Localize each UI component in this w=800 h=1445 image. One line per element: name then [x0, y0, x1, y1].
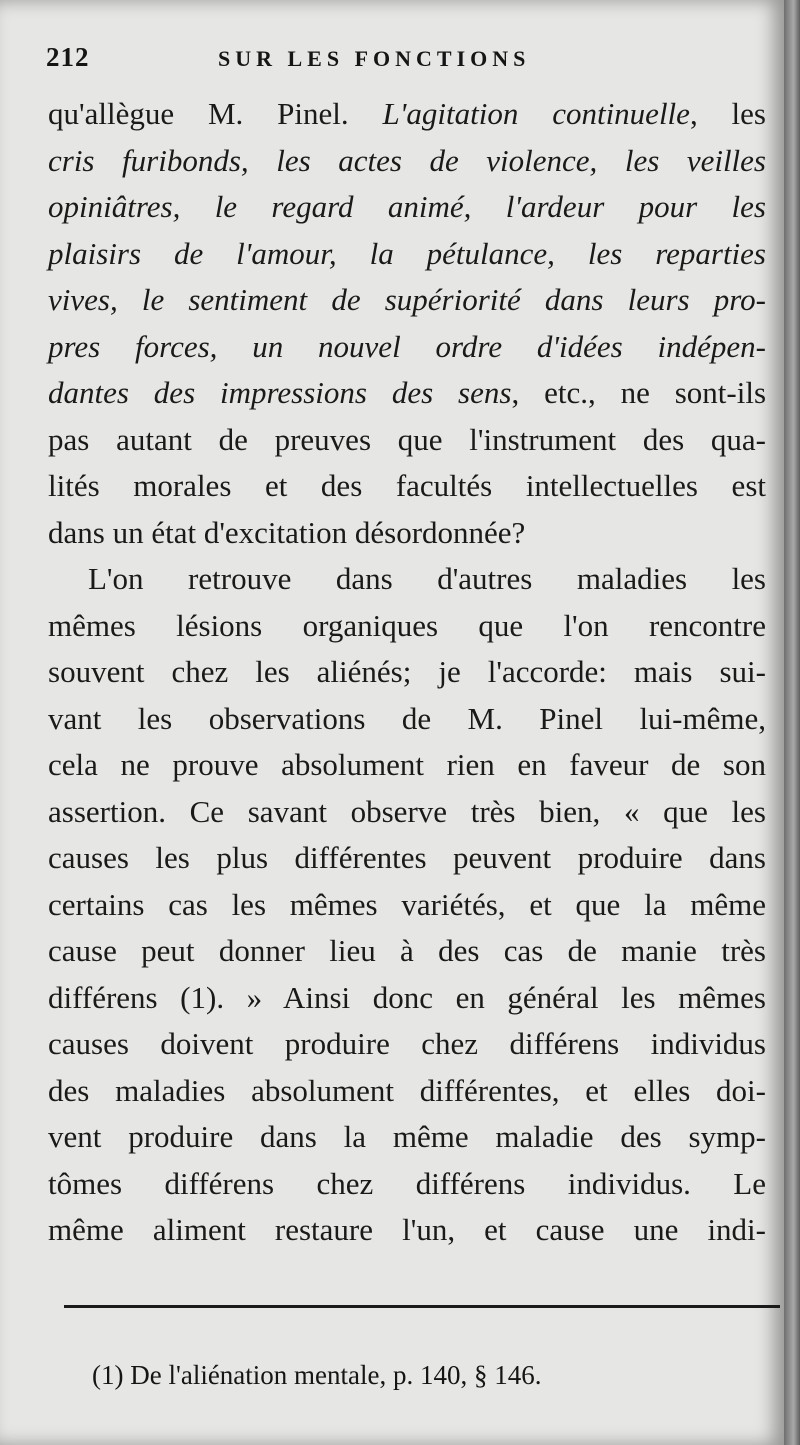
text-line — [48, 324, 766, 371]
text-run: même aliment restaure l'un, et cause une indi- — [48, 1212, 766, 1247]
text-line — [48, 928, 766, 975]
text-line — [48, 510, 766, 557]
running-head: SUR LES FONCTIONS — [218, 46, 531, 71]
text-line — [48, 882, 766, 929]
text-run: mêmes lésions organiques que l'on rencontre — [48, 607, 766, 643]
text-run: , etc., ne sont-ils — [511, 375, 767, 410]
text-run: cela ne prouve absolument rien en faveur de son — [48, 747, 766, 782]
text-run: souvent chez les aliénés; je l'accorde: mais sui- — [48, 654, 766, 689]
text-run: vent produire dans la même maladie des symp- — [48, 1119, 766, 1154]
text-run: cause peut donner lieu à des cas de manie très — [48, 933, 766, 968]
text-run: qu'allègue M. Pinel. — [48, 96, 383, 131]
italic-run: cris furibonds, les actes de violence, les veilles — [48, 142, 766, 178]
footnote-rule — [64, 1305, 780, 1308]
text-line — [48, 1068, 766, 1115]
text-line — [48, 1161, 766, 1208]
text-line — [48, 417, 766, 464]
text-line — [48, 463, 766, 510]
page-edge — [784, 0, 800, 1445]
text-line — [48, 603, 766, 650]
text-line — [48, 696, 766, 743]
text-line — [48, 1207, 766, 1254]
footnote: (1) De l'aliénation mentale, p. 140, § 146. — [92, 1360, 542, 1390]
text-run: certains cas les mêmes variétés, et que la même — [48, 886, 766, 922]
text-run: vant les observations de M. Pinel lui-même, — [48, 700, 766, 736]
italic-run: opiniâtres, le regard animé, l'ardeur pour les — [48, 189, 766, 224]
text-run: , les — [689, 96, 766, 131]
text-line — [48, 138, 766, 185]
text-run: tômes différens chez différens individus. Le — [48, 1165, 766, 1201]
page-header — [46, 40, 766, 80]
text-line — [48, 370, 766, 417]
text-line — [48, 649, 766, 696]
italic-run: plaisirs de l'amour, la pétulance, les reparties — [48, 235, 766, 271]
text-line — [48, 1021, 766, 1068]
text-run: dans un état d'excitation désordonnée? — [48, 514, 526, 550]
text-line — [48, 184, 766, 231]
text-line — [48, 91, 766, 138]
text-line — [48, 277, 766, 324]
text-run: pas autant de preuves que l'instrument des qua- — [48, 421, 766, 457]
text-line — [48, 835, 766, 882]
italic-run: L'agitation continuelle — [382, 96, 690, 131]
page-number: 212 — [46, 42, 90, 72]
body-text — [48, 91, 766, 1254]
text-run: L'on retrouve dans d'autres maladies les — [88, 561, 766, 596]
italic-run: vives, le sentiment de supériorité dans leurs pro- — [48, 282, 766, 317]
text-run: causes doivent produire chez différens individus — [48, 1026, 766, 1061]
text-run: assertion. Ce savant observe très bien, « que les — [48, 793, 766, 829]
text-run: des maladies absolument différentes, et elles doi- — [48, 1072, 766, 1108]
text-line — [48, 231, 766, 278]
text-run: lités morales et des facultés intellectuelles est — [48, 468, 766, 503]
italic-run: dantes des impressions des sens — [48, 375, 512, 410]
text-run: différens (1). » Ainsi donc en général les mêmes — [48, 979, 766, 1015]
italic-run: pres forces, un nouvel ordre d'idées indépen- — [48, 328, 766, 364]
text-line — [48, 742, 766, 789]
text-run: causes les plus différentes peuvent produire dans — [48, 840, 766, 875]
text-line — [48, 1114, 766, 1161]
text-line — [48, 556, 766, 603]
text-line — [48, 789, 766, 836]
text-line — [48, 975, 766, 1022]
